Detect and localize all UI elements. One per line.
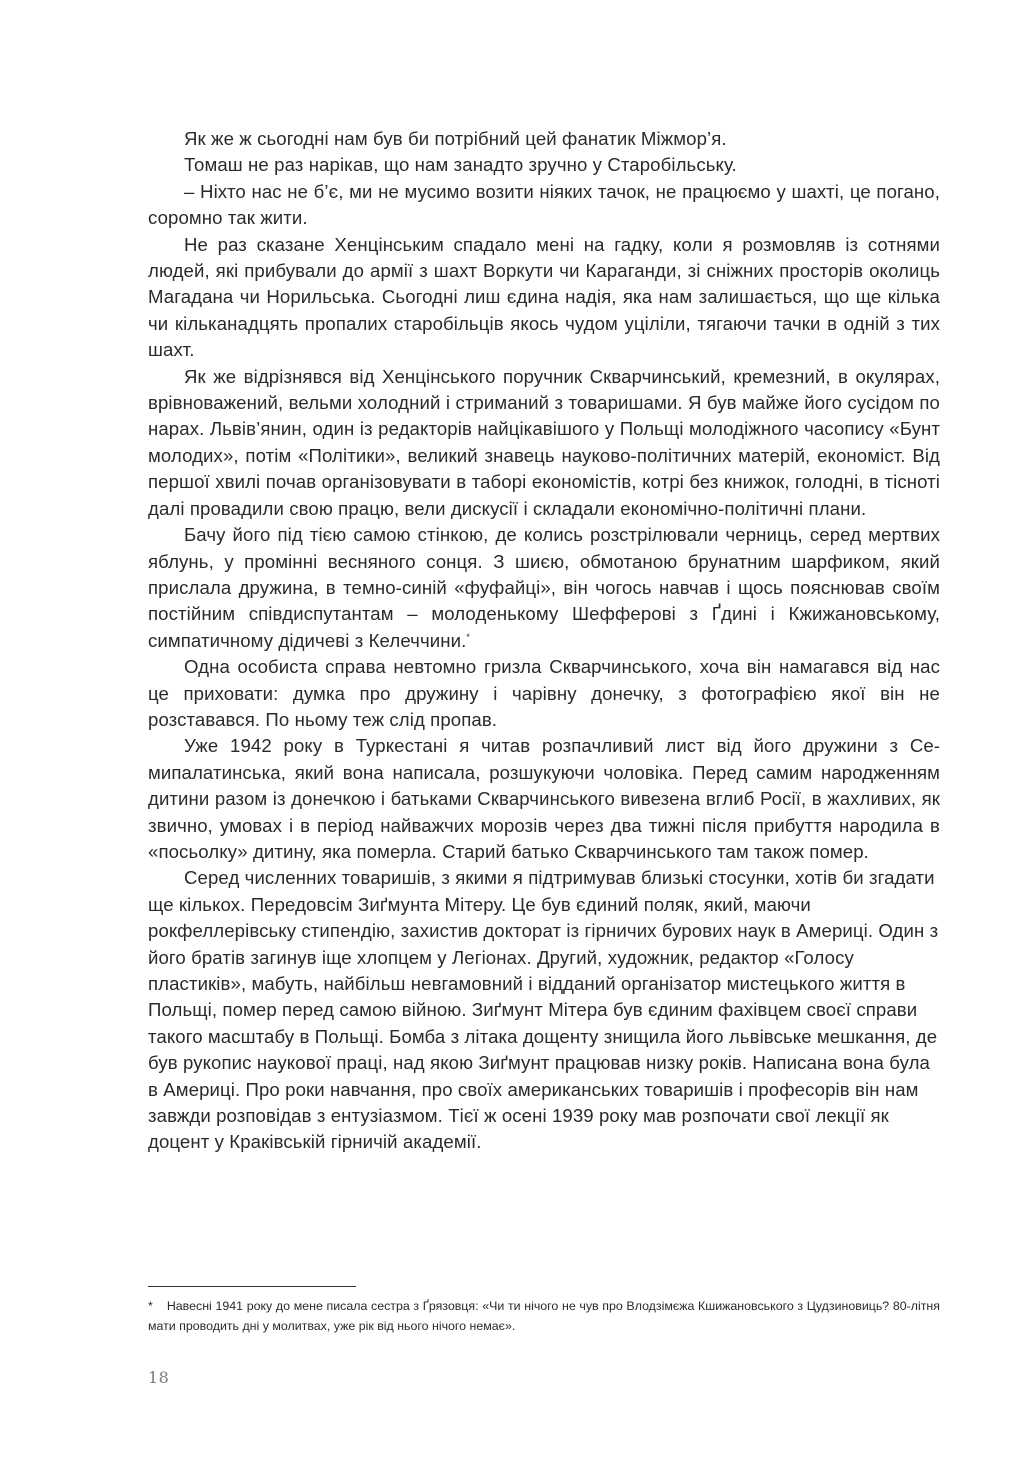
paragraph-7: Одна особиста справа невтомно гризла Скварчинського, хоча він намагався від нас це приховати: думка про дружину і чарівну донечку, з фотографією якої він не розставався. По ньому теж слід пропав. (148, 656, 940, 730)
paragraph-5: Як же відрізнявся від Хенцінського поручник Скварчинський, кремезний, в окулярах, врівноважений, вельми холодний і стриманий з товаришами. Я був майже його сусідом по нарах. Львів’янин, один із редакторів найцікавішого у Польщі молодіжного часопису «Бунт молодих», потім «Політики», великий знавець науково-політичних матерій, економіст. Від першої хвилі почав організовувати в таборі економістів, котрі без книжок, голодні, в тісноті далі провадили свою працю, вели дискусії і складали економічно-політичні плани. (148, 365, 940, 519)
paragraph-4: Не раз сказане Хенцінським спадало мені на гадку, коли я розмовляв із сотнями людей, які прибували до армії з шахт Воркути чи Караганди, зі сніжних просторів околиць Магадана чи Норильська. Сьогодні лиш єдина надія, яка нам залишається, що ще кілька чи кільканадцять пропалих старобільців якось чудом уціліли, тягаючи тачки в одній з тих шахт. (148, 233, 940, 361)
footnote-divider (148, 1286, 356, 1287)
paragraph-3: – Ніхто нас не б’є, ми не мусимо возити ніяких тачок, не працюємо у шахті, це погано, соромно так жити. (148, 180, 940, 229)
page-number: 18 (148, 1368, 170, 1387)
paragraph-6-text: Бачу його під тією самою стінкою, де колись розстрілювали черниць, серед мертвих яблунь, у промінні весняного сонця. З шиєю, обмотаною брунатним шарфиком, який прислала дружина, в темно-синій «фуфайці», він чогось навчав і щось пояснював своїм постійним співдиспутантам – молоденькому Шефферові з Ґдині і Кжижановському, симпатичному дідичеві з Келеччини. (148, 524, 940, 651)
paragraph-8: Уже 1942 року в Туркестані я читав розпачливий лист від його дружини з Семипалатинська, який вона написала, розшукуючи чоловіка. Перед самим народженням дитини разом із донечкою і батьками Скварчинського вивезена вглиб Росії, в жахливих, як звично, умовах і в період найважчих морозів через два тижні після прибуття народила в «посьолку» дитину, яка померла. Старий батько Скварчинського там також помер. (148, 735, 940, 862)
paragraph-1: Як же ж сьогодні нам був би потрібний цей фанатик Міжмор’я. (184, 128, 727, 149)
footnote-marker: * (148, 1299, 153, 1313)
footnote-reference[interactable]: * (466, 631, 470, 642)
main-text (148, 126, 940, 1156)
paragraph-9: Серед численних товаришів, з якими я підтримував близькі стосунки, хотів би згадати ще кількох. Передовсім Зиґмунта Мітеру. Це був єдиний поляк, який, маючи рокфеллерівську стипендію, захистив докторат із гірничих бурових наук в Америці. Один з його братів загинув іще хлопцем у Легіонах. Другий, художник, редактор «Голосу пластиків», мабуть, найбільш невгамовний і відданий організатор мистецького життя в Польщі, помер перед самою війною. Зиґмунт Мітера був єдиним фахівцем своєї справи такого масштабу в Польщі. Бомба з літака дощенту знищила його львівське мешкання, де був рукопис наукової праці, над якою Зиґмунт працював низку років. Написана вона була в Америці. Про роки навчання, про своїх американських товаришів і професорів він нам завжди розповідав з ентузіазмом. Тієї ж осені 1939 року мав розпочати свої лекції як доцент у Краківській гірничій академії. (148, 867, 939, 1153)
paragraph-2: Томаш не раз нарікав, що нам занадто зручно у Старобільську. (184, 154, 737, 176)
footnote-text: Навесні 1941 року до мене писала сестра з Ґрязовця: «Чи ти нічого не чув про Влодзімєжа Кшижановського з Цудзиновиць? 80-літня мати проводить дні у молитвах, уже рік від нього нічого немає». (148, 1299, 940, 1333)
footnote (148, 1296, 940, 1336)
paragraph-6 (148, 522, 940, 654)
